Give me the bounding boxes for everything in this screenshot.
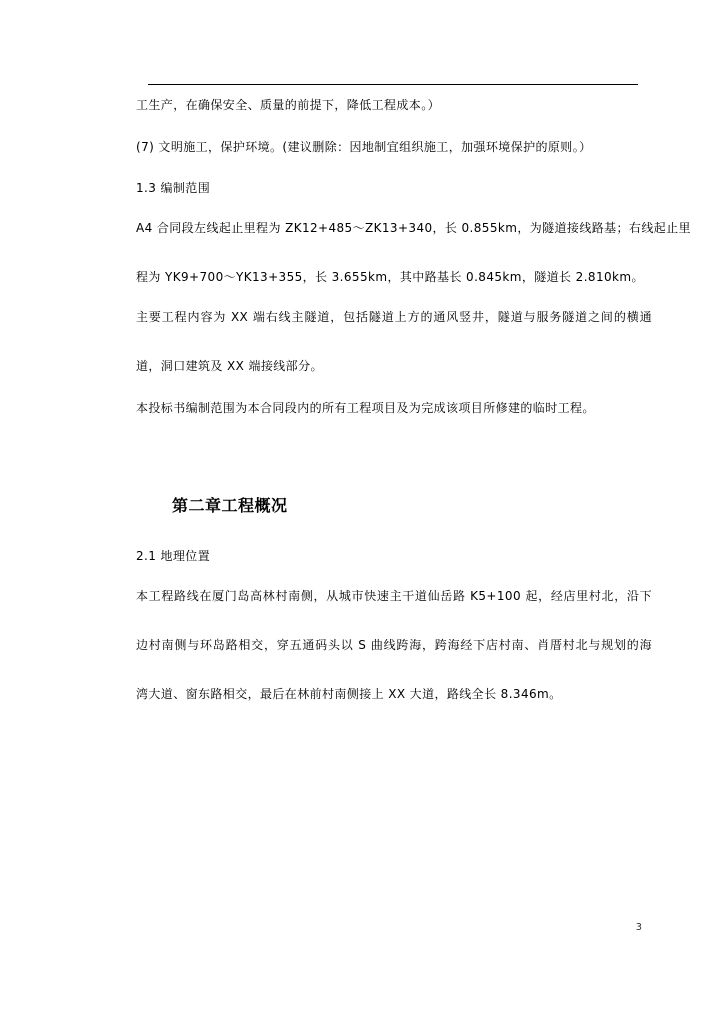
page-number: 3 [635,922,642,933]
paragraph-line: (7) 文明施工，保护环境。(建议删除：因地制宜组织施工，加强环境保护的原则。） [136,140,592,154]
paragraph-line: 工生产，在确保安全、质量的前提下，降低工程成本。） [136,98,441,112]
paragraph-line: 主要工程内容为 XX 端右线主隧道，包括隧道上方的通风竖井，隧道与服务隧道之间的横通 [136,310,652,324]
paragraph-line: 边村南侧与环岛路相交，穿五通码头以 S 曲线跨海，跨海经下店村南、肖厝村北与规划的海 [136,638,652,652]
header-rule [148,84,638,85]
section-heading-1-3: 1.3 编制范围 [136,181,211,195]
paragraph-line: 程为 YK9+700～YK13+355，长 3.655km，其中路基长 0.845km，隧道长 2.810km。 [136,270,644,284]
paragraph-line: 本投标书编制范围为本合同段内的所有工程项目及为完成该项目所修建的临时工程。 [136,401,595,415]
paragraph-line: 湾大道、窗东路相交，最后在林前村南侧接上 XX 大道，路线全长 8.346m。 [136,687,562,701]
paragraph-line: A4 合同段左线起止里程为 ZK12+485～ZK13+340，长 0.855km，为隧道接线路基；右线起止里 [136,221,691,235]
chapter-heading: 第二章工程概况 [172,496,288,515]
paragraph-line: 道，洞口建筑及 XX 端接线部分。 [136,359,323,373]
paragraph-line: 本工程路线在厦门岛高林村南侧，从城市快速主干道仙岳路 K5+100 起，经店里村北，沿下 [136,589,652,603]
section-heading-2-1: 2.1 地理位置 [136,549,211,563]
